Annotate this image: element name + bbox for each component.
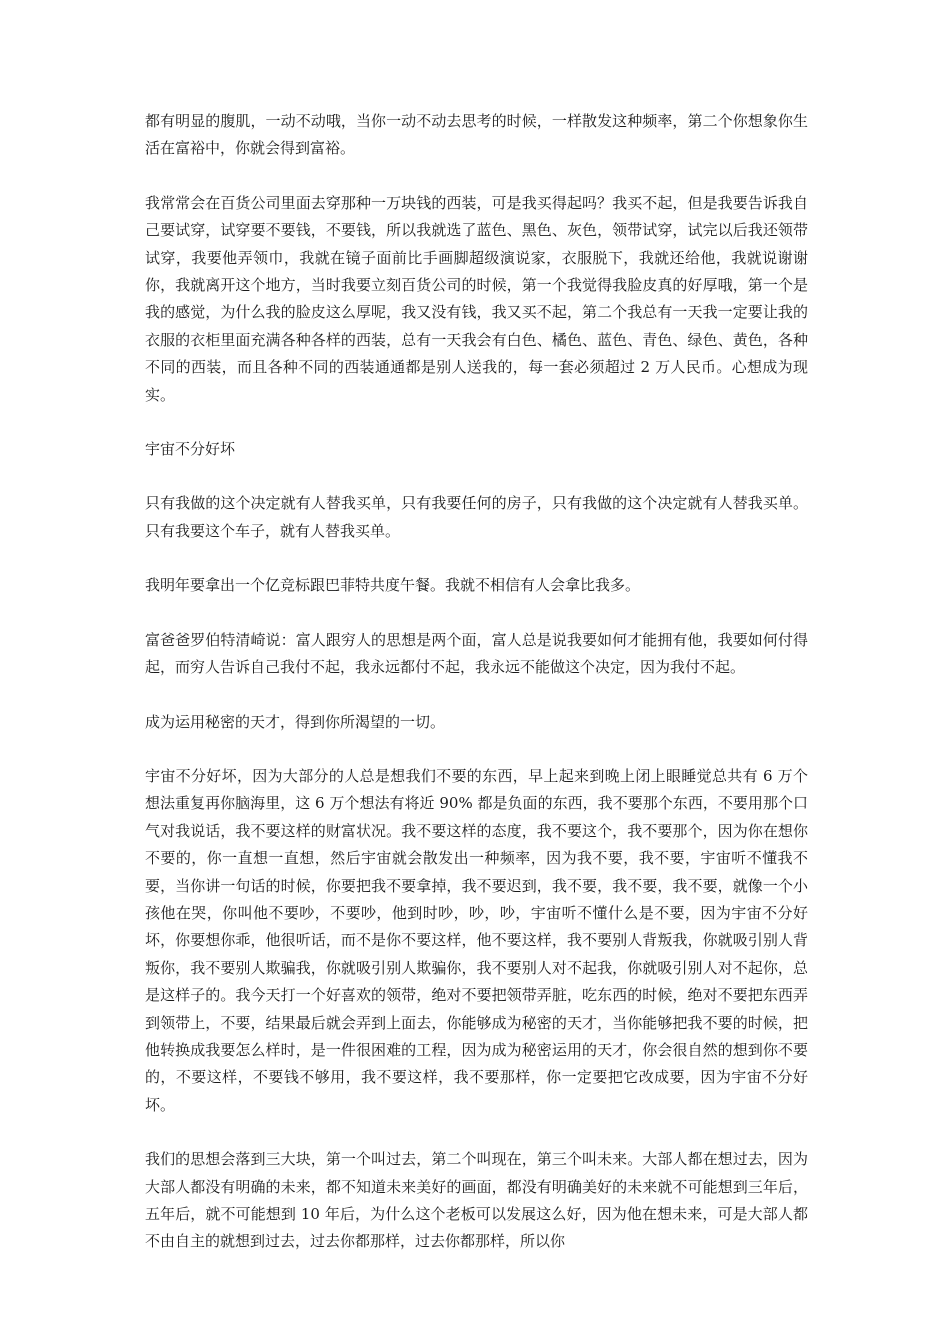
paragraph-4: 我明年要拿出一个亿竞标跟巴菲特共度午餐。我就不相信有人会拿比我多。 — [145, 576, 641, 595]
paragraph-7: 宇宙不分好坏，因为大部分的人总是想我们不要的东西，早上起来到晚上闭上眼睡觉总共有 6 万个想法重复再你脑海里，这 6 万个想法有将近 90% 都是负面的东西，我不要那个东西，不要用那个口气对我说话，我不要这样的财富状况。我不要这样的态度，我不要这个，我不要那个，因为你在想你不要的，你一直想一直想，然后宇宙就会散发出一种频率，因为我不要，我不要，宇宙听不懂我不要，当你讲一句话的时候，你要把我不要拿掉，我不要迟到，我不要，我不要，我不要，就像一个小孩他在哭，你叫他不要吵，不要吵，他到时吵，吵，吵，宇宙听不懂什么是不要，因为宇宙不分好坏，你要想你乖，他很听话，而不是你不要这样，他不要这样，我不要别人背叛我，你就吸引别人背叛你，我不要别人欺骗我，你就吸引别人欺骗你，我不要别人对不起我，你就吸引别人对不起你，总是这样子的。我今天打一个好喜欢的领带，绝对不要把领带弄脏，吃东西的时候，绝对不要把东西弄到领带上，不要，结果最后就会弄到上面去，你能够成为秘密的天才，当你能够把我不要的时候，把他转换成我要怎么样时，是一件很困难的工程，因为成为秘密运用的天才，你会很自然的想到你不要的，不要这样，不要钱不够用，我不要这样，我不要那样，你一定要把它改成要，因为宇宙不分好坏。 — [145, 766, 808, 1114]
paragraph-1: 都有明显的腹肌，一动不动哦，当你一动不动去思考的时候，一样散发这种频率，第二个你想象你生活在富裕中，你就会得到富裕。 — [145, 112, 808, 158]
paragraph-3: 只有我做的这个决定就有人替我买单，只有我要任何的房子，只有我做的这个决定就有人替我买单。只有我要这个车子，就有人替我买单。 — [145, 494, 808, 540]
paragraph-8: 我们的思想会落到三大块，第一个叫过去，第二个叫现在，第三个叫未来。大部人都在想过去，因为大部人都没有明确的未来，都不知道未来美好的画面，都没有明确美好的未来就不可能想到三年后，五年后，就不可能想到 10 年后，为什么这个老板可以发展这么好，因为他在想未来，可是大部人都不由自主的就想到过去，过去你都那样，过去你都那样，所以你 — [145, 1150, 808, 1251]
paragraph-2: 我常常会在百货公司里面去穿那种一万块钱的西装，可是我买得起吗？我买不起，但是我要告诉我自己要试穿，试穿要不要钱，不要钱，所以我就选了蓝色、黑色、灰色，领带试穿，试完以后我还领带试穿，我要他弄领巾，我就在镜子面前比手画脚超级演说家，衣服脱下，我就还给他，我就说谢谢你，我就离开这个地方，当时我要立刻百货公司的时候，第一个我觉得我脸皮真的好厚哦，第一个是我的感觉，为什么我的脸皮这么厚呢，我又没有钱，我又买不起，第二个我总有一天我一定要让我的衣服的衣柜里面充满各种各样的西装，总有一天我会有白色、橘色、蓝色、青色、绿色、黄色，各种不同的西装，而且各种不同的西装通通都是别人送我的，每一套必须超过 2 万人民币。心想成为现实。 — [145, 193, 808, 404]
paragraph-6: 成为运用秘密的天才，得到你所渴望的一切。 — [145, 712, 446, 731]
paragraph-5: 富爸爸罗伯特清崎说：富人跟穷人的思想是两个面，富人总是说我要如何才能拥有他，我要如何付得起，而穷人告诉自己我付不起，我永远都付不起，我永远不能做这个决定，因为我付不起。 — [145, 630, 808, 677]
section-heading: 宇宙不分好坏 — [145, 440, 236, 459]
document-page — [145, 108, 808, 1283]
